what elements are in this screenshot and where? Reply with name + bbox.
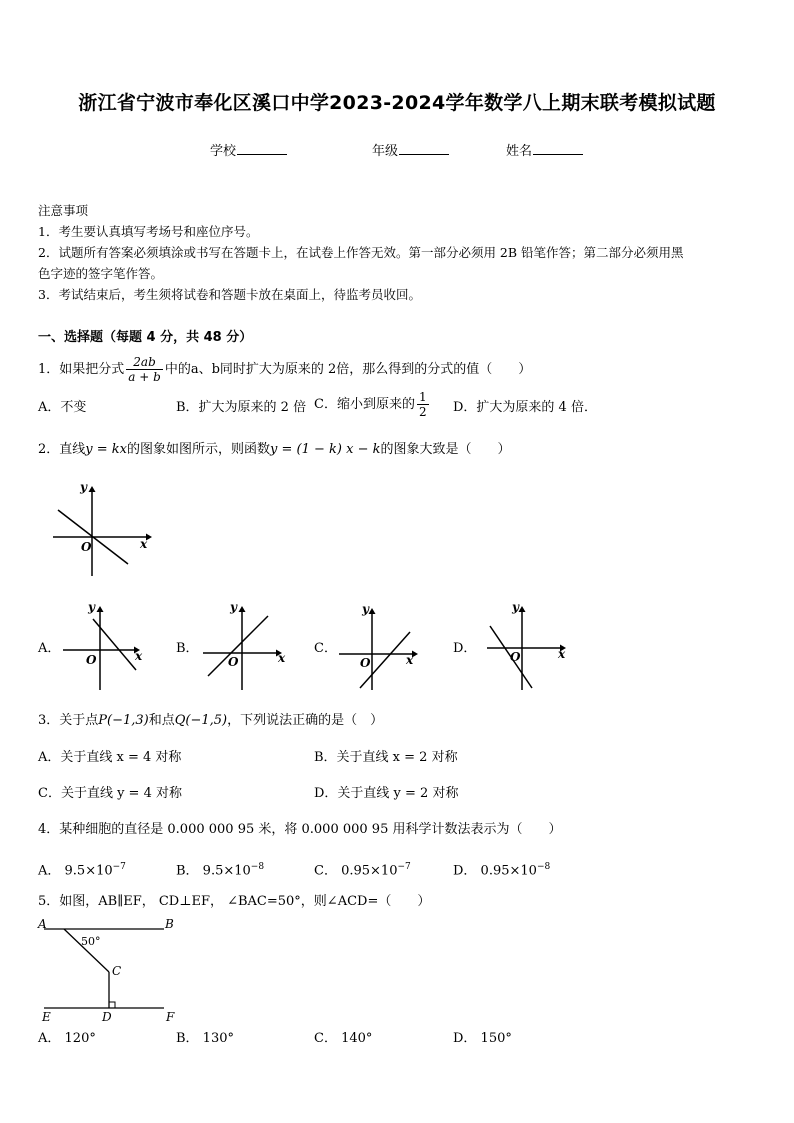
q2-option-a-label[interactable]: A．	[38, 641, 61, 656]
q3-option-b[interactable]: B．关于直线 x = 2 对称	[314, 750, 458, 765]
q4-option-b[interactable]	[176, 857, 264, 881]
origin-label: O	[228, 655, 239, 669]
school-label: 学校	[210, 144, 237, 159]
label-b: B	[165, 917, 174, 931]
q2-option-c-graph[interactable]	[334, 598, 426, 694]
q2-eq1: y = kx	[85, 442, 127, 457]
q5-diagram	[34, 914, 184, 1024]
q1-c-text: C．缩小到原来的	[314, 397, 415, 412]
q2-option-b-label[interactable]: B．	[176, 641, 199, 656]
q1-text-pre: 1．如果把分式	[38, 362, 125, 377]
name-field[interactable]	[506, 140, 583, 159]
q1-c-fraction	[417, 390, 429, 419]
label-c: C	[112, 964, 122, 978]
q2-text-post: 的图象大致是（ ）	[380, 442, 511, 457]
q2-option-b-graph[interactable]	[198, 598, 290, 694]
x-axis-label: x	[406, 653, 414, 667]
y-axis-label: y	[80, 480, 87, 494]
q1-c-num: 1	[418, 390, 427, 404]
y-axis-arrow	[89, 486, 96, 492]
origin-label: O	[86, 653, 97, 667]
note-item: 3．考试结束后，考生须将试卷和答题卡放在桌面上，待监考员收回。	[38, 287, 421, 302]
notes-section	[38, 200, 763, 305]
section-heading: 一、选择题（每题 4 分，共 48 分）	[38, 330, 253, 345]
q2-eq2: y = (1 − k) x − k	[270, 442, 381, 457]
origin-label: O	[360, 656, 371, 670]
y-axis-arrow	[97, 606, 104, 612]
y-axis-label: y	[88, 600, 95, 614]
q4-option-d[interactable]	[453, 857, 550, 881]
angle-label: 50°	[81, 935, 101, 948]
notes-heading: 注意事项	[38, 203, 89, 218]
q1-option-c[interactable]	[314, 390, 431, 419]
q1-option-a[interactable]: A．不变	[38, 400, 87, 415]
origin-label: O	[81, 540, 92, 554]
q1-option-b[interactable]: B．扩大为原来的 2 倍	[176, 400, 307, 415]
q1-fraction	[126, 355, 163, 384]
q2-option-c-label[interactable]: C．	[314, 641, 337, 656]
q5-option-d[interactable]: D． 150°	[453, 1031, 512, 1046]
q3-text-post: ，下列说法正确的是（ ）	[227, 713, 384, 728]
y-axis-label: y	[362, 602, 369, 616]
name-blank[interactable]	[533, 142, 583, 155]
y-axis-arrow	[519, 606, 526, 612]
q2-option-d-graph[interactable]	[484, 598, 576, 694]
q4-b-base: B． 9.5×10	[176, 863, 251, 879]
question-2-stem	[38, 440, 510, 460]
question-5-stem: 5．如图，AB∥EF， CD⊥EF， ∠BAC=50°，则∠ACD=（ ）	[38, 894, 431, 909]
q1-frac-den: a + b	[128, 370, 161, 384]
grade-label: 年级	[372, 144, 399, 159]
y-axis-label: y	[230, 600, 237, 614]
q2-option-d-label[interactable]: D．	[453, 641, 477, 656]
q1-frac-num: 2ab	[126, 355, 163, 370]
label-a: A	[38, 917, 47, 931]
note-item: 1．考生要认真填写考场号和座位序号。	[38, 224, 259, 239]
label-e: E	[42, 1010, 51, 1024]
q4-b-exp: −8	[250, 862, 265, 872]
x-axis-label: x	[558, 647, 566, 661]
question-3-stem	[38, 711, 383, 731]
x-axis-label: x	[140, 537, 148, 551]
q4-a-exp: −7	[112, 862, 126, 872]
note-item: 色字迹的签字笔作答。	[38, 266, 164, 281]
grade-field[interactable]	[372, 140, 449, 159]
q4-option-a[interactable]	[38, 857, 126, 881]
q2-text-mid: 的图象如图所示，则函数	[127, 442, 271, 457]
q2-text-pre: 2．直线	[38, 442, 86, 457]
y-axis-arrow	[239, 606, 246, 612]
origin-label: O	[510, 650, 521, 664]
q3-option-d[interactable]: D．关于直线 y = 2 对称	[314, 786, 459, 801]
q3-point-p: P(−1,3)	[98, 713, 149, 728]
question-1-stem	[38, 355, 531, 384]
x-axis-label: x	[278, 651, 286, 665]
school-blank[interactable]	[237, 142, 287, 155]
q1-c-den: 2	[418, 405, 427, 419]
q5-option-b[interactable]: B． 130°	[176, 1031, 234, 1046]
q3-text-pre: 3．关于点	[38, 713, 99, 728]
grade-blank[interactable]	[399, 142, 449, 155]
q5-option-a[interactable]: A． 120°	[38, 1031, 96, 1046]
page-title: 浙江省宁波市奉化区溪口中学2023-2024学年数学八上期末联考模拟试题	[78, 92, 716, 114]
q4-c-base: C． 0.95×10	[314, 863, 398, 879]
q2-option-a-graph[interactable]	[58, 598, 150, 694]
q4-d-exp: −8	[536, 862, 551, 872]
q4-option-c[interactable]	[314, 857, 411, 881]
q2-main-graph	[48, 478, 158, 582]
question-4-stem: 4．某种细胞的直径是 0.000 000 95 米，将 0.000 000 95 用科学计数法表示为（ ）	[38, 822, 562, 837]
q1-text-post: 中的a、b同时扩大为原来的 2倍，那么得到的分式的值（ ）	[164, 362, 532, 377]
q5-option-c[interactable]: C． 140°	[314, 1031, 373, 1046]
q3-text-and: 和点	[148, 713, 175, 728]
school-field[interactable]	[210, 140, 287, 159]
q3-point-q: Q(−1,5)	[174, 713, 228, 728]
q4-a-base: A． 9.5×10	[38, 863, 113, 879]
label-d: D	[102, 1010, 112, 1024]
q4-c-exp: −7	[397, 862, 411, 872]
q3-option-a[interactable]: A．关于直线 x = 4 对称	[38, 750, 182, 765]
q3-option-c[interactable]: C．关于直线 y = 4 对称	[38, 786, 182, 801]
y-axis-label: y	[512, 600, 519, 614]
label-f: F	[166, 1010, 175, 1024]
name-label: 姓名	[506, 144, 533, 159]
x-axis-label: x	[135, 649, 143, 663]
q4-d-base: D． 0.95×10	[453, 863, 537, 879]
q1-option-d[interactable]: D．扩大为原来的 4 倍．	[453, 400, 597, 415]
y-axis-arrow	[369, 608, 376, 614]
right-angle-mark	[109, 1002, 115, 1008]
note-item: 2．试题所有答案必须填涂或书写在答题卡上，在试卷上作答无效。第一部分必须用 2B 铅笔作答；第二部分必须用黑	[38, 245, 684, 260]
